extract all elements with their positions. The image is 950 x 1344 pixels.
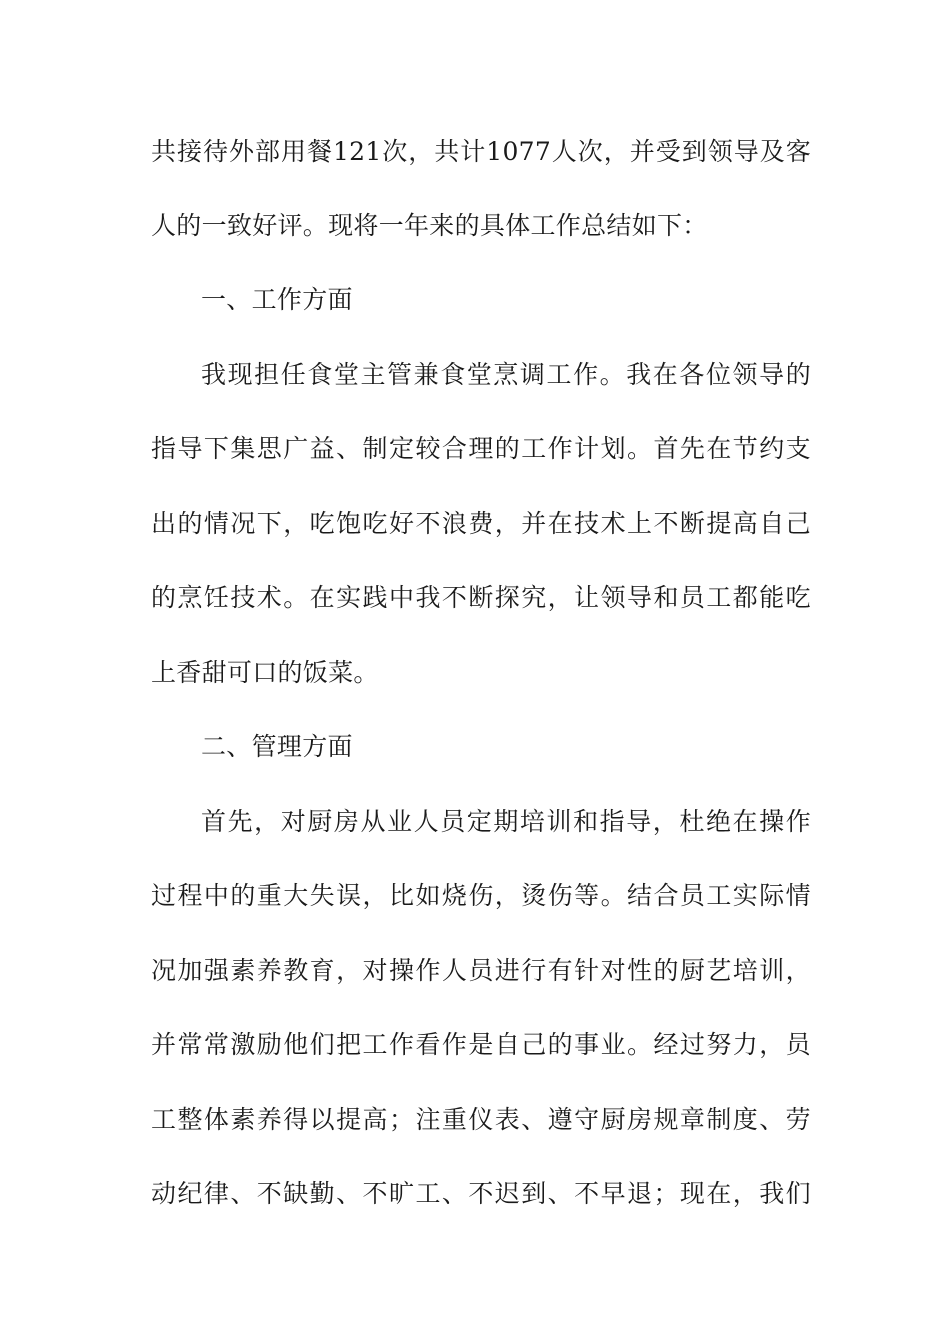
body-text-line: 指导下集思广益、制定较合理的工作计划。首先在节约支 — [151, 434, 811, 463]
body-text-line: 工整体素养得以提高；注重仪表、遵守厨房规章制度、劳 — [151, 1105, 811, 1134]
body-text-line: 的烹饪技术。在实践中我不断探究，让领导和员工都能吃 — [151, 583, 811, 612]
section-heading-work: 一、工作方面 — [201, 285, 353, 314]
body-text-line: 过程中的重大失误，比如烧伤，烫伤等。结合员工实际情 — [151, 881, 811, 910]
body-text-line: 上香甜可口的饭菜。 — [151, 658, 379, 687]
paragraph-first-line: 我现担任食堂主管兼食堂烹调工作。我在各位领导的 — [201, 360, 811, 389]
body-text-line: 出的情况下，吃饱吃好不浪费，并在技术上不断提高自己 — [151, 509, 811, 538]
body-text-line: 动纪律、不缺勤、不旷工、不迟到、不早退；现在，我们 — [151, 1179, 811, 1208]
body-text-line: 并常常激励他们把工作看作是自己的事业。经过努力，员 — [151, 1030, 811, 1059]
paragraph-first-line: 首先，对厨房从业人员定期培训和指导，杜绝在操作 — [201, 807, 811, 836]
body-text-line: 共接待外部用餐121次，共计1077人次，并受到领导及客 — [151, 137, 811, 166]
section-heading-management: 二、管理方面 — [201, 732, 353, 761]
body-text-line: 况加强素养教育，对操作人员进行有针对性的厨艺培训， — [151, 956, 811, 985]
body-text-line: 人的一致好评。现将一年来的具体工作总结如下： — [151, 211, 708, 240]
